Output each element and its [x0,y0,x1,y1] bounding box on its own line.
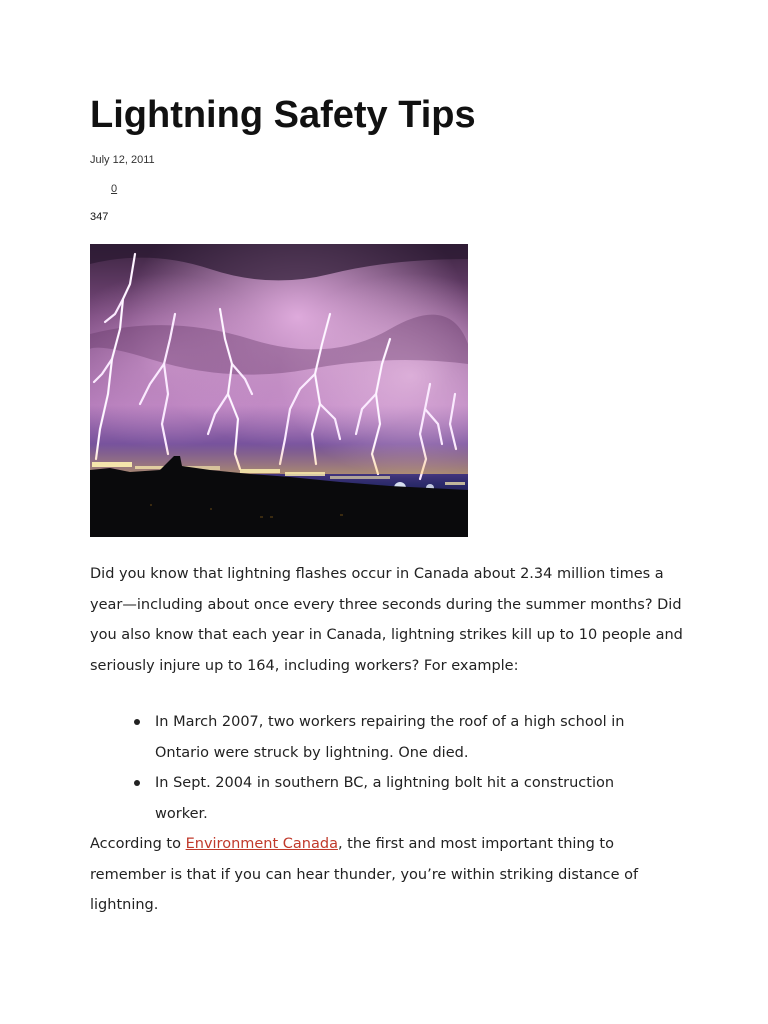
list-item [90,707,690,768]
advice-text-end: , the first and most important thing to remember is that if you can hear thunder, you’re within striking distance of lightning. [90,836,639,913]
article-date: July 12, 2011 [90,154,155,166]
advice-text-start: According to [90,836,186,852]
article-title: Lightning Safety Tips [90,94,476,136]
environment-canada-link[interactable]: Environment Canada [185,836,338,852]
examples-list [90,707,690,829]
list-item-text: In March 2007, two workers repairing the roof of a high school in Ontario were struck by lightning. One died. [155,714,625,761]
bullet-icon [134,780,140,786]
advice-paragraph [90,829,690,921]
list-item-text: In Sept. 2004 in southern BC, a lightning bolt hit a construction worker. [155,775,615,822]
intro-paragraph: Did you know that lightning flashes occur in Canada about 2.34 million times a year—including about once every three seconds during the summer months? Did you also know that each year in Canada, lightning strikes kill up to 10 people and seriously injure up to 164, including workers? For example: [90,566,683,674]
comment-count-link[interactable]: 0 [111,183,118,195]
lightning-photo [90,244,468,537]
share-count: 347 [90,211,109,223]
list-item [90,768,690,829]
bullet-icon [134,719,140,725]
